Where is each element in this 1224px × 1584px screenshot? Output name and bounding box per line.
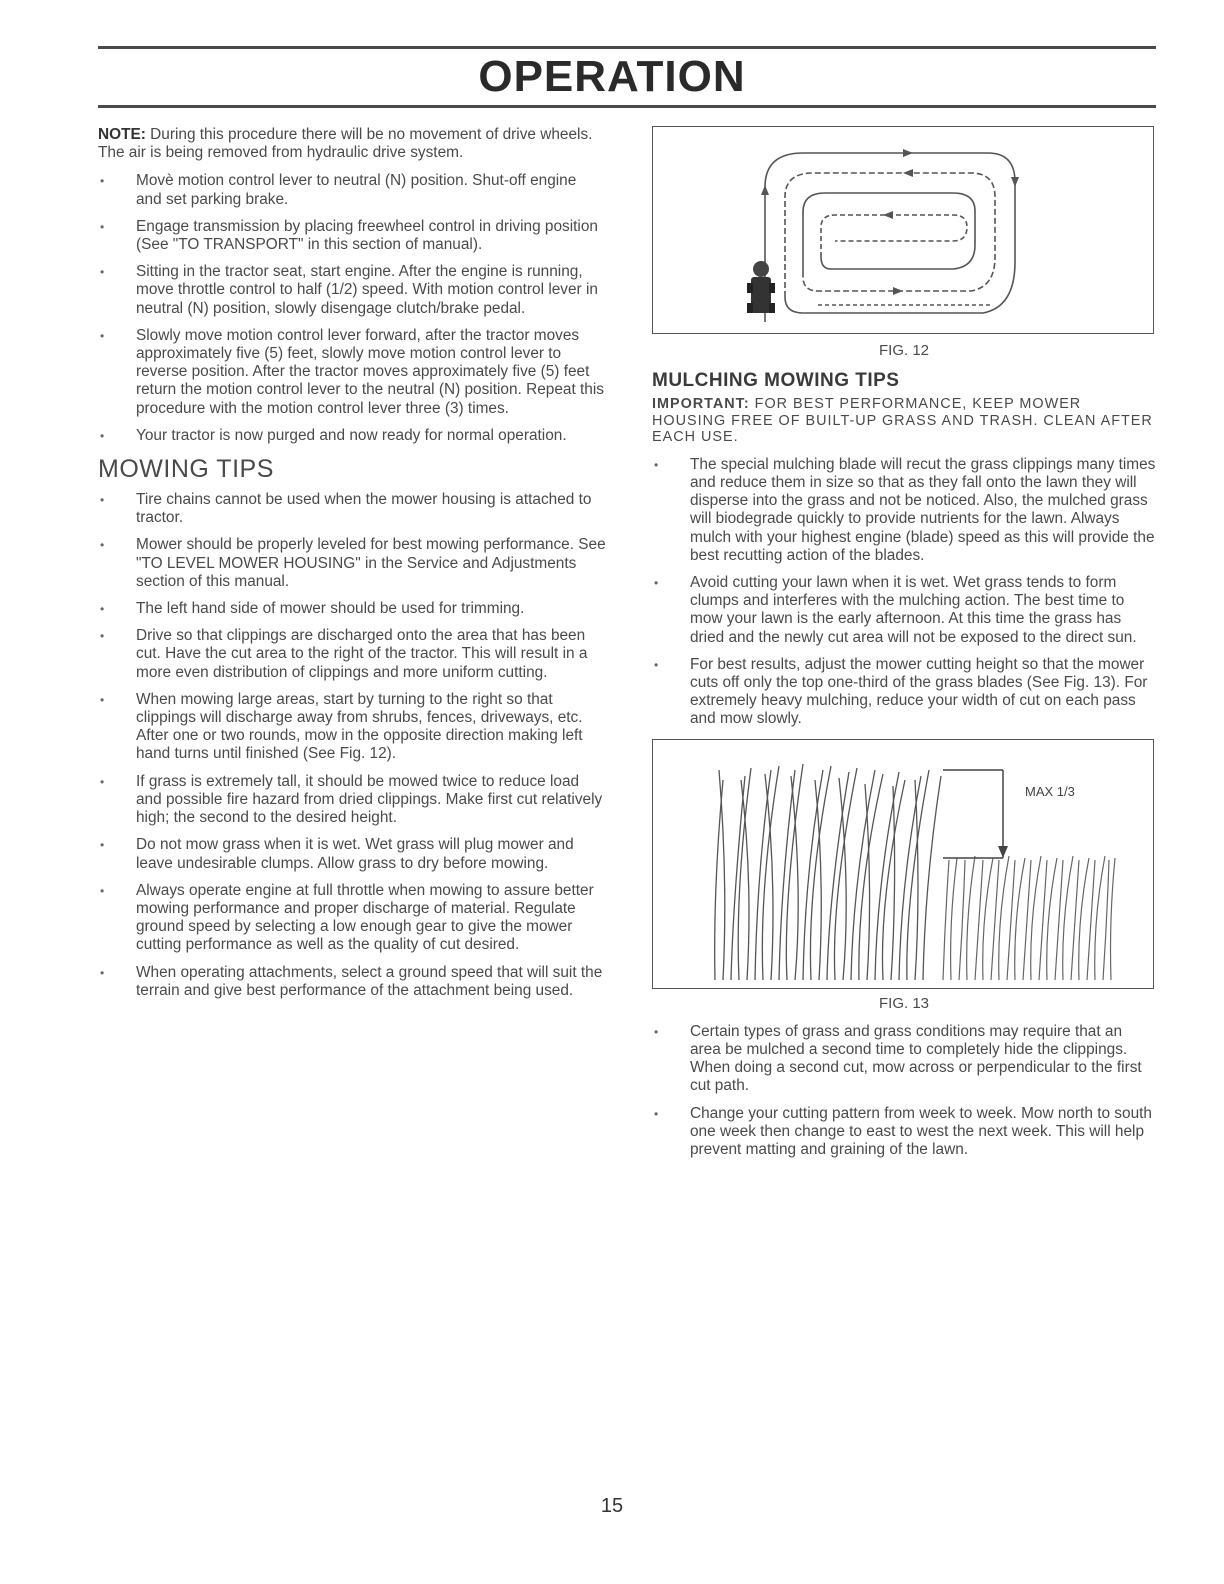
important-note <box>652 396 1156 446</box>
right-column <box>652 126 1156 1168</box>
purge-list <box>98 172 606 445</box>
list-item: • The special mulching blade will recut the grass clippings many times and reduce them in size so that as they fall onto the lawn they will disperse into the grass and not be noticed. Also, the mulched grass will biodegrade quickly to provide nutrients for the lawn. Always mulch with your highest engine (blade) speed as this will provide the best recutting action of the blades. <box>652 456 1156 565</box>
mowing-pattern-illustration <box>653 127 1153 333</box>
left-column <box>98 126 606 1009</box>
mulching-tips-list <box>652 456 1156 729</box>
mowing-tips-list <box>98 491 606 1000</box>
max-height-bracket <box>943 770 1003 858</box>
important-label: IMPORTANT: <box>652 396 750 413</box>
tractor-icon <box>747 261 775 313</box>
max-one-third-label: MAX 1/3 <box>1025 783 1075 799</box>
list-item: • Sitting in the tractor seat, start engine. After the engine is running, move throttle control to half (1/2) speed. With motion control lever in neutral (N) position, slowly disengage clutch/brake pedal. <box>98 263 606 318</box>
important-text: FOR BEST PERFORMANCE, KEEP MOWER HOUSING FREE OF BUILT-UP GRASS AND TRASH. CLEAN AFTER EACH USE. <box>652 396 1153 446</box>
bottom-rule <box>98 105 1156 108</box>
list-item: • Mower should be properly leveled for best mowing performance. See "TO LEVEL MOWER HOUSING" in the Service and Adjustments section of this manual. <box>98 536 606 591</box>
figure-12-mowing-pattern <box>652 126 1154 334</box>
figure-13-caption: FIG. 13 <box>878 994 930 1012</box>
mowing-tips-heading: MOWING TIPS <box>98 455 274 484</box>
top-rule <box>98 46 1156 49</box>
note-paragraph <box>98 126 606 162</box>
note-text: During this procedure there will be no movement of drive wheels. The air is being removed from hydraulic drive system. <box>98 126 593 162</box>
note-label: NOTE: <box>98 126 146 143</box>
list-item: • Avoid cutting your lawn when it is wet. Wet grass tends to form clumps and interferes with the mulching action. The best time to mow your lawn is the early afternoon. At this time the grass has dried and the newly cut area will not be exposed to the direct sun. <box>652 574 1156 647</box>
list-item: • Engage transmission by placing freewheel control in driving position (See "TO TRANSPORT" in this section of manual). <box>98 218 606 254</box>
list-item: • The left hand side of mower should be used for trimming. <box>98 600 606 618</box>
list-item: • For best results, adjust the mower cutting height so that the mower cuts off only the top one-third of the grass blades (See Fig. 13). For extremely heavy mulching, reduce your width of cut on each pass and mow slowly. <box>652 656 1156 729</box>
list-item: • When operating attachments, select a ground speed that will suit the terrain and give best performance of the attachment being used. <box>98 964 606 1000</box>
page-title: OPERATION <box>478 52 746 101</box>
figure-13-grass-height <box>652 739 1154 989</box>
list-item: • Drive so that clippings are discharged onto the area that has been cut. Have the cut area to the right of the tractor. This will result in a more even distribution of clippings and more uniform cutting. <box>98 627 606 682</box>
list-item: • Tire chains cannot be used when the mower housing is attached to tractor. <box>98 491 606 527</box>
list-item: • Certain types of grass and grass conditions may require that an area be mulched a second time to completely hide the clippings. When doing a second cut, mow across or perpendicular to the first cut path. <box>652 1023 1156 1096</box>
list-item: • Always operate engine at full throttle when mowing to assure better mowing performance and proper discharge of material. Regulate ground speed by selecting a low enough gear to give the mower cutting performance as well as the quality of cut desired. <box>98 882 606 955</box>
list-item: • Do not mow grass when it is wet. Wet grass will plug mower and leave undesirable clumps. Allow grass to dry before mowing. <box>98 836 606 872</box>
list-item: • Movè motion control lever to neutral (N) position. Shut-off engine and set parking brake. <box>98 172 606 208</box>
list-item: • Change your cutting pattern from week to week. Mow north to south one week then change to east to west the next week. This will help prevent matting and graining of the lawn. <box>652 1105 1156 1160</box>
list-item: • Your tractor is now purged and now ready for normal operation. <box>98 427 606 445</box>
figure-12-caption: FIG. 12 <box>878 342 930 359</box>
additional-mulching-list <box>652 1023 1156 1159</box>
list-item: • If grass is extremely tall, it should be mowed twice to reduce load and possible fire hazard from dried clippings. Make first cut relatively high; the second to the desired height. <box>98 773 606 828</box>
page-number: 15 <box>600 1495 624 1517</box>
list-item: • Slowly move motion control lever forward, after the tractor moves approximately five (5) feet, slowly move motion control lever to reverse position. After the tractor moves approximately five (5) feet return the motion control lever to the neutral (N) position. Repeat this procedure with the motion control lever three (3) times. <box>98 327 606 418</box>
mulching-tips-heading: MULCHING MOWING TIPS <box>652 370 900 392</box>
grass-illustration <box>653 740 1153 988</box>
list-item: • When mowing large areas, start by turning to the right so that clippings will discharge away from shrubs, fences, driveways, etc. After one or two rounds, mow in the opposite direction making left hand turns until finished (See Fig. 12). <box>98 691 606 764</box>
